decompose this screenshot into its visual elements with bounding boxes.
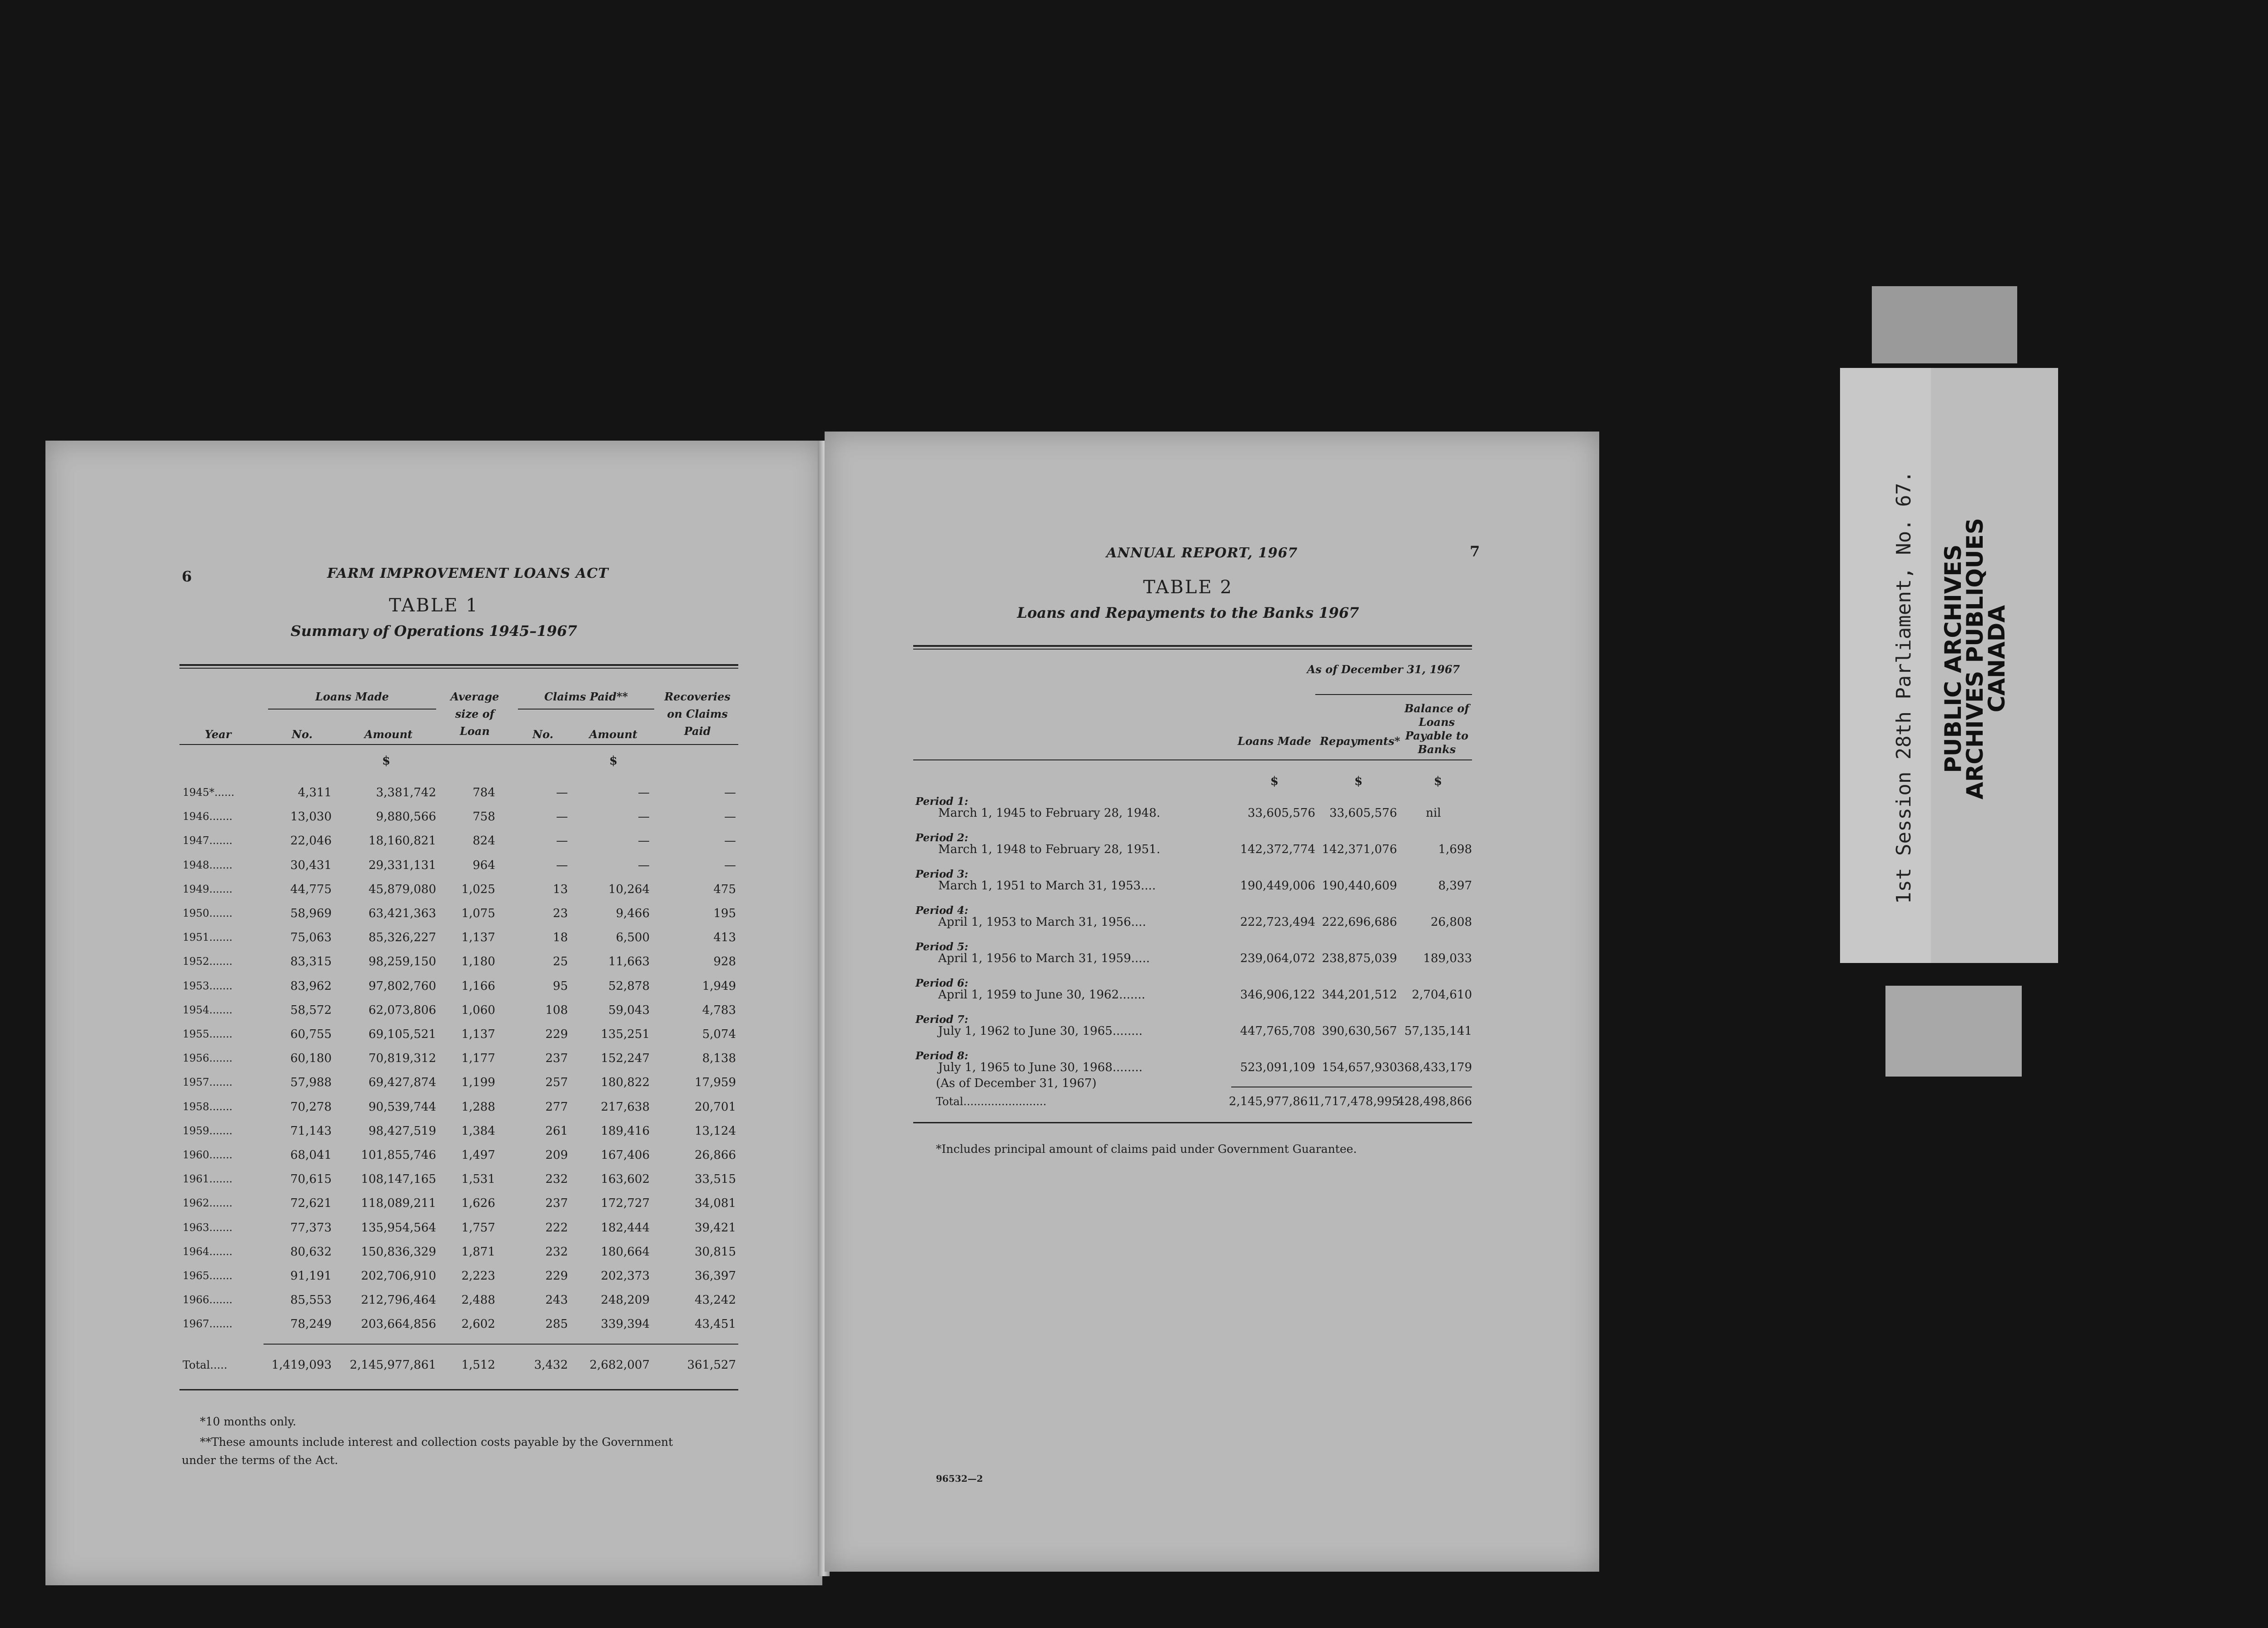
dollar-sign: $ bbox=[382, 754, 391, 768]
table-row bbox=[45, 1100, 822, 1125]
table-title: Loans and Repayments to the Banks 1967 bbox=[1017, 604, 1359, 621]
page-number: 7 bbox=[1470, 543, 1480, 560]
cell-amount: 90,539,744 bbox=[368, 1100, 436, 1114]
cell-average: 1,288 bbox=[461, 1100, 495, 1114]
cell-claims-no: 243 bbox=[545, 1293, 568, 1307]
total-claims-no: 3,432 bbox=[534, 1358, 568, 1372]
cell-no: 83,962 bbox=[290, 979, 332, 993]
cell-claims-amount: — bbox=[638, 858, 650, 872]
cell-no: 72,621 bbox=[290, 1196, 332, 1211]
cell-period: Period 7: bbox=[915, 1013, 969, 1026]
cell-period: Period 5: bbox=[915, 941, 969, 953]
cell-average: 1,166 bbox=[461, 979, 495, 993]
running-head: FARM IMPROVEMENT LOANS ACT bbox=[327, 566, 609, 581]
cell-recoveries: 17,959 bbox=[695, 1076, 736, 1090]
header-amount: Amount bbox=[364, 728, 413, 741]
cell-no: 58,969 bbox=[290, 907, 332, 920]
cell-average: 1,075 bbox=[461, 907, 495, 920]
cell-year: 1960....... bbox=[183, 1149, 233, 1161]
cell-year: 1967....... bbox=[183, 1318, 233, 1330]
stamp-line: CANADA bbox=[1984, 605, 2010, 713]
table-row bbox=[45, 859, 822, 883]
cell-amount: 118,089,211 bbox=[361, 1196, 436, 1211]
header-claims-rule bbox=[518, 709, 654, 710]
table-row bbox=[825, 831, 1602, 856]
cell-year: 1957....... bbox=[183, 1077, 233, 1089]
table-row bbox=[45, 1052, 822, 1076]
cell-year: 1946....... bbox=[183, 811, 233, 823]
cell-year: 1959....... bbox=[183, 1125, 233, 1137]
archives-stamp bbox=[1942, 518, 2008, 799]
cell-claims-no: 13 bbox=[552, 882, 568, 896]
cell-recoveries: 4,783 bbox=[702, 1003, 736, 1017]
total-average: 1,512 bbox=[461, 1358, 495, 1372]
cell-loans: 142,372,774 bbox=[1240, 843, 1315, 856]
table-row bbox=[825, 904, 1602, 928]
stamp-line: PUBLIC ARCHIVES bbox=[1940, 544, 1966, 773]
cell-recoveries: 43,451 bbox=[695, 1317, 736, 1331]
dollar-sign: $ bbox=[1354, 774, 1363, 788]
header-no: No. bbox=[292, 728, 313, 741]
slip-tab-top bbox=[1872, 286, 2017, 363]
cell-no: 58,572 bbox=[290, 1003, 332, 1017]
table-row bbox=[825, 1049, 1602, 1074]
cell-repay: 33,605,576 bbox=[1329, 806, 1397, 820]
total-repayments: 1,717,478,995 bbox=[1313, 1095, 1400, 1108]
cell-amount: 62,073,806 bbox=[368, 1003, 436, 1017]
table-label: TABLE 1 bbox=[389, 595, 479, 616]
cell-claims-amount: 248,209 bbox=[601, 1293, 650, 1307]
table-row bbox=[45, 979, 822, 1004]
cell-recoveries: 36,397 bbox=[695, 1269, 736, 1283]
cell-average: 784 bbox=[472, 786, 495, 799]
cell-year: 1949....... bbox=[183, 883, 233, 895]
cell-repay: 190,440,609 bbox=[1322, 879, 1397, 893]
cell-claims-amount: — bbox=[638, 810, 650, 824]
cell-year: 1952....... bbox=[183, 956, 233, 968]
cell-claims-no: 237 bbox=[545, 1052, 568, 1066]
cell-claims-no: 229 bbox=[545, 1269, 568, 1283]
cell-repay: 142,371,076 bbox=[1322, 843, 1397, 856]
header-balance: Balance of Loans Payable to Banks bbox=[1404, 702, 1469, 756]
cell-amount: 85,326,227 bbox=[368, 931, 436, 945]
cell-loans: 190,449,006 bbox=[1240, 879, 1315, 893]
table-row bbox=[45, 955, 822, 979]
cell-claims-amount: 180,822 bbox=[601, 1076, 650, 1090]
table-row bbox=[45, 931, 822, 955]
stamp-line: ARCHIVES PUBLIQUES bbox=[1962, 518, 1988, 799]
cell-year: 1954....... bbox=[183, 1004, 233, 1016]
header-recoveries: Recoveries on Claims Paid bbox=[664, 690, 731, 738]
table-row bbox=[45, 1317, 822, 1342]
cell-no: 78,249 bbox=[290, 1317, 332, 1331]
footnote-2b: under the terms of the Act. bbox=[182, 1454, 338, 1467]
cell-recoveries: 5,074 bbox=[702, 1027, 736, 1041]
cell-no: 70,278 bbox=[290, 1100, 332, 1114]
cell-claims-amount: 339,394 bbox=[601, 1317, 650, 1331]
cell-amount: 101,855,746 bbox=[361, 1148, 436, 1162]
table-row bbox=[45, 834, 822, 859]
cell-claims-no: — bbox=[556, 834, 568, 848]
cell-recoveries: 34,081 bbox=[695, 1196, 736, 1211]
cell-period: Period 1: bbox=[915, 795, 969, 808]
cell-amount: 45,879,080 bbox=[368, 882, 436, 896]
cell-recoveries: 13,124 bbox=[695, 1124, 736, 1138]
cell-no: 91,191 bbox=[290, 1269, 332, 1283]
cell-average: 1,060 bbox=[461, 1003, 495, 1017]
cell-claims-amount: 189,416 bbox=[601, 1124, 650, 1138]
cell-claims-amount: 52,878 bbox=[608, 979, 650, 993]
running-head: ANNUAL REPORT, 1967 bbox=[1106, 545, 1298, 561]
dollar-sign: $ bbox=[1270, 774, 1279, 788]
cell-balance: 368,433,179 bbox=[1397, 1061, 1472, 1074]
cell-recoveries: 928 bbox=[713, 955, 736, 969]
document-spread bbox=[45, 432, 1599, 1576]
cell-amount: 202,706,910 bbox=[361, 1269, 436, 1283]
header-as-of: As of December 31, 1967 bbox=[1307, 663, 1460, 676]
cell-claims-amount: 11,663 bbox=[608, 955, 650, 969]
cell-claims-amount: 10,264 bbox=[608, 882, 650, 896]
cell-recoveries: — bbox=[724, 858, 736, 872]
cell-no: 83,315 bbox=[290, 955, 332, 969]
cell-amount: 69,105,521 bbox=[368, 1027, 436, 1041]
table-row bbox=[45, 810, 822, 834]
cell-year: 1964....... bbox=[183, 1246, 233, 1258]
cell-average: 1,199 bbox=[461, 1076, 495, 1090]
cell-claims-amount: 59,043 bbox=[608, 1003, 650, 1017]
cell-no: 77,373 bbox=[290, 1221, 332, 1235]
cell-average: 1,497 bbox=[461, 1148, 495, 1162]
cell-balance: 26,808 bbox=[1431, 915, 1472, 929]
cell-claims-no: 108 bbox=[545, 1003, 568, 1017]
cell-recoveries: — bbox=[724, 786, 736, 799]
cell-recoveries: 39,421 bbox=[695, 1221, 736, 1235]
cell-no: 60,755 bbox=[290, 1027, 332, 1041]
cell-recoveries: 195 bbox=[713, 907, 736, 920]
cell-average: 1,177 bbox=[461, 1052, 495, 1066]
cell-claims-no: 209 bbox=[545, 1148, 568, 1162]
cell-amount: 18,160,821 bbox=[368, 834, 436, 848]
cell-recoveries: 30,815 bbox=[695, 1245, 736, 1259]
as-of-note: (As of December 31, 1967) bbox=[936, 1077, 1097, 1090]
total-recoveries: 361,527 bbox=[687, 1358, 736, 1372]
header-claims-amount: Amount bbox=[589, 728, 637, 741]
cell-year: 1956....... bbox=[183, 1052, 233, 1065]
cell-amount: 203,664,856 bbox=[361, 1317, 436, 1331]
dollar-sign: $ bbox=[1433, 774, 1442, 788]
cell-range: April 1, 1959 to June 30, 1962....... bbox=[938, 988, 1145, 1002]
table-bottom-rule bbox=[913, 1122, 1472, 1123]
table-title: Summary of Operations 1945–1967 bbox=[290, 622, 577, 640]
cell-average: 1,180 bbox=[461, 955, 495, 969]
table-row bbox=[45, 907, 822, 931]
total-claims-amount: 2,682,007 bbox=[589, 1358, 650, 1372]
cell-range: April 1, 1953 to March 31, 1956.... bbox=[938, 915, 1146, 929]
cell-range: July 1, 1962 to June 30, 1965........ bbox=[938, 1024, 1143, 1038]
cell-average: 824 bbox=[472, 834, 495, 848]
cell-year: 1961....... bbox=[183, 1173, 233, 1186]
table-top-rule bbox=[913, 645, 1472, 647]
cell-amount: 150,836,329 bbox=[361, 1245, 436, 1259]
cell-claims-no: 285 bbox=[545, 1317, 568, 1331]
cell-repay: 344,201,512 bbox=[1322, 988, 1397, 1002]
right-page bbox=[825, 432, 1599, 1572]
table-row bbox=[825, 868, 1602, 892]
print-code: 96532—2 bbox=[936, 1473, 983, 1484]
cell-balance: 2,704,610 bbox=[1412, 988, 1472, 1002]
cell-amount: 29,331,131 bbox=[368, 858, 436, 872]
cell-no: 4,311 bbox=[298, 786, 332, 799]
cell-no: 80,632 bbox=[290, 1245, 332, 1259]
cell-claims-no: 261 bbox=[545, 1124, 568, 1138]
cell-recoveries: — bbox=[724, 834, 736, 848]
cell-no: 70,615 bbox=[290, 1172, 332, 1186]
cell-period: Period 2: bbox=[915, 832, 969, 844]
table-row bbox=[45, 1172, 822, 1197]
header-loans-rule bbox=[268, 709, 436, 710]
cell-claims-no: — bbox=[556, 786, 568, 799]
cell-amount: 63,421,363 bbox=[368, 907, 436, 920]
table-row bbox=[45, 1293, 822, 1318]
cell-claims-no: 25 bbox=[552, 955, 568, 969]
cell-range: March 1, 1945 to February 28, 1948. bbox=[938, 806, 1160, 820]
cell-average: 1,871 bbox=[461, 1245, 495, 1259]
cell-loans: 447,765,708 bbox=[1240, 1024, 1315, 1038]
cell-repay: 238,875,039 bbox=[1322, 952, 1397, 965]
cell-average: 1,384 bbox=[461, 1124, 495, 1138]
cell-recoveries: 1,949 bbox=[702, 979, 736, 993]
table-row bbox=[45, 1245, 822, 1270]
cell-claims-no: — bbox=[556, 858, 568, 872]
cell-amount: 108,147,165 bbox=[361, 1172, 436, 1186]
cell-no: 30,431 bbox=[290, 858, 332, 872]
total-label: Total..... bbox=[183, 1359, 228, 1371]
total-loans: 2,145,977,861 bbox=[1228, 1095, 1315, 1108]
cell-average: 1,025 bbox=[461, 882, 495, 896]
cell-claims-amount: 6,500 bbox=[616, 931, 650, 945]
cell-amount: 3,381,742 bbox=[376, 786, 436, 799]
cell-claims-no: — bbox=[556, 810, 568, 824]
total-rule bbox=[264, 1344, 738, 1345]
cell-claims-amount: 135,251 bbox=[601, 1027, 650, 1041]
header-bottom-rule bbox=[913, 759, 1472, 760]
cell-claims-amount: 172,727 bbox=[601, 1196, 650, 1211]
cell-loans: 346,906,122 bbox=[1240, 988, 1315, 1002]
table-row bbox=[45, 1003, 822, 1028]
header-average: Average size of Loan bbox=[450, 690, 499, 738]
left-page bbox=[45, 441, 822, 1585]
cell-claims-amount: 163,602 bbox=[601, 1172, 650, 1186]
cell-claims-no: 229 bbox=[545, 1027, 568, 1041]
table-row bbox=[45, 1269, 822, 1294]
cell-recoveries: 20,701 bbox=[695, 1100, 736, 1114]
cell-claims-amount: — bbox=[638, 834, 650, 848]
cell-no: 75,063 bbox=[290, 931, 332, 945]
cell-range: July 1, 1965 to June 30, 1968........ bbox=[938, 1061, 1143, 1074]
table-top-rule bbox=[179, 664, 738, 666]
cell-year: 1951....... bbox=[183, 932, 233, 944]
header-as-of-rule bbox=[1315, 694, 1472, 695]
footnote-1: *10 months only. bbox=[200, 1415, 296, 1428]
table-row bbox=[825, 795, 1602, 819]
cell-loans: 523,091,109 bbox=[1240, 1061, 1315, 1074]
cell-balance: 8,397 bbox=[1438, 879, 1472, 893]
cell-amount: 69,427,874 bbox=[368, 1076, 436, 1090]
table-row bbox=[45, 786, 822, 810]
table-row bbox=[825, 1013, 1602, 1037]
cell-amount: 9,880,566 bbox=[376, 810, 436, 824]
cell-period: Period 3: bbox=[915, 868, 969, 880]
cell-claims-amount: 152,247 bbox=[601, 1052, 650, 1066]
cell-no: 68,041 bbox=[290, 1148, 332, 1162]
header-loans-made: Loans Made bbox=[1238, 735, 1311, 748]
table-row bbox=[45, 1221, 822, 1246]
cell-amount: 97,802,760 bbox=[368, 979, 436, 993]
cell-year: 1966....... bbox=[183, 1294, 233, 1306]
cell-year: 1953....... bbox=[183, 980, 233, 992]
header-loans-made: Loans Made bbox=[315, 690, 389, 703]
total-balance: 428,498,866 bbox=[1397, 1095, 1472, 1108]
cell-no: 13,030 bbox=[290, 810, 332, 824]
table-row bbox=[45, 1027, 822, 1052]
header-claims-paid: Claims Paid** bbox=[544, 690, 628, 703]
cell-year: 1958....... bbox=[183, 1101, 233, 1113]
cell-repay: 154,657,930 bbox=[1322, 1061, 1397, 1074]
header-bottom-rule bbox=[179, 744, 738, 745]
cell-year: 1950....... bbox=[183, 908, 233, 919]
cell-average: 1,757 bbox=[461, 1221, 495, 1235]
table-row bbox=[825, 977, 1602, 1001]
cell-average: 1,531 bbox=[461, 1172, 495, 1186]
table-top-rule-thin bbox=[179, 668, 738, 669]
total-amount: 2,145,977,861 bbox=[349, 1358, 436, 1372]
cell-average: 1,137 bbox=[461, 1027, 495, 1041]
cell-average: 758 bbox=[472, 810, 495, 824]
footnote: *Includes principal amount of claims paid under Government Guarantee. bbox=[936, 1142, 1357, 1156]
cell-recoveries: 475 bbox=[713, 882, 736, 896]
table-row bbox=[825, 940, 1602, 965]
cell-amount: 98,427,519 bbox=[368, 1124, 436, 1138]
cell-recoveries: 413 bbox=[713, 931, 736, 945]
cell-year: 1947....... bbox=[183, 835, 233, 847]
cell-no: 71,143 bbox=[290, 1124, 332, 1138]
table-row bbox=[45, 883, 822, 907]
cell-recoveries: 43,242 bbox=[695, 1293, 736, 1307]
cell-recoveries: 33,515 bbox=[695, 1172, 736, 1186]
cell-amount: 98,259,150 bbox=[368, 955, 436, 969]
cell-recoveries: — bbox=[724, 810, 736, 824]
header-year: Year bbox=[204, 728, 232, 741]
cell-average: 1,626 bbox=[461, 1196, 495, 1211]
cell-claims-amount: 182,444 bbox=[601, 1221, 650, 1235]
cell-year: 1945*...... bbox=[183, 787, 234, 799]
cell-average: 2,488 bbox=[461, 1293, 495, 1307]
total-row bbox=[825, 1095, 1602, 1119]
cell-claims-no: 222 bbox=[545, 1221, 568, 1235]
cell-period: Period 6: bbox=[915, 977, 969, 989]
table-row bbox=[45, 1124, 822, 1149]
cell-year: 1963....... bbox=[183, 1221, 233, 1234]
table-bottom-rule bbox=[179, 1389, 738, 1390]
table-top-rule-thin bbox=[913, 649, 1472, 650]
cell-no: 60,180 bbox=[290, 1052, 332, 1066]
cell-claims-amount: 202,373 bbox=[601, 1269, 650, 1283]
cell-range: April 1, 1956 to March 31, 1959..... bbox=[938, 952, 1150, 965]
cell-range: March 1, 1951 to March 31, 1953.... bbox=[938, 879, 1156, 893]
cell-claims-no: 232 bbox=[545, 1245, 568, 1259]
cell-claims-no: 95 bbox=[552, 979, 568, 993]
cell-claims-no: 232 bbox=[545, 1172, 568, 1186]
cell-period: Period 4: bbox=[915, 904, 969, 917]
cell-year: 1948....... bbox=[183, 859, 233, 871]
cell-balance: nil bbox=[1426, 806, 1441, 820]
total-label: Total........................ bbox=[936, 1095, 1047, 1108]
cell-claims-no: 18 bbox=[552, 931, 568, 945]
cell-average: 2,602 bbox=[461, 1317, 495, 1331]
cell-range: March 1, 1948 to February 28, 1951. bbox=[938, 843, 1160, 856]
table-row bbox=[45, 1148, 822, 1173]
table-label: TABLE 2 bbox=[1143, 577, 1233, 598]
cell-average: 1,137 bbox=[461, 931, 495, 945]
cell-recoveries: 8,138 bbox=[702, 1052, 736, 1066]
cell-year: 1962....... bbox=[183, 1197, 233, 1210]
table-row bbox=[45, 1196, 822, 1221]
cell-claims-amount: 9,466 bbox=[616, 907, 650, 920]
cell-repay: 222,696,686 bbox=[1322, 915, 1397, 929]
cell-no: 85,553 bbox=[290, 1293, 332, 1307]
cell-amount: 212,796,464 bbox=[361, 1293, 436, 1307]
slip-tab-bottom bbox=[1885, 986, 2022, 1077]
header-claims-no: No. bbox=[532, 728, 553, 741]
cell-average: 2,223 bbox=[461, 1269, 495, 1283]
cell-balance: 57,135,141 bbox=[1404, 1024, 1472, 1038]
cell-claims-amount: 180,664 bbox=[601, 1245, 650, 1259]
cell-claims-amount: — bbox=[638, 786, 650, 799]
dollar-sign: $ bbox=[609, 754, 618, 768]
cell-balance: 189,033 bbox=[1423, 952, 1472, 965]
page-number: 6 bbox=[182, 568, 192, 585]
cell-year: 1955....... bbox=[183, 1028, 233, 1040]
cell-period: Period 8: bbox=[915, 1050, 969, 1062]
cell-claims-amount: 217,638 bbox=[601, 1100, 650, 1114]
cell-claims-no: 277 bbox=[545, 1100, 568, 1114]
cell-loans: 33,605,576 bbox=[1248, 806, 1315, 820]
cell-claims-no: 257 bbox=[545, 1076, 568, 1090]
cell-no: 22,046 bbox=[290, 834, 332, 848]
cell-no: 57,988 bbox=[290, 1076, 332, 1090]
total-no: 1,419,093 bbox=[271, 1358, 332, 1372]
cell-amount: 135,954,564 bbox=[361, 1221, 436, 1235]
cell-claims-no: 237 bbox=[545, 1196, 568, 1211]
cell-repay: 390,630,567 bbox=[1322, 1024, 1397, 1038]
cell-loans: 222,723,494 bbox=[1240, 915, 1315, 929]
total-row bbox=[45, 1358, 822, 1383]
cell-recoveries: 26,866 bbox=[695, 1148, 736, 1162]
cell-average: 964 bbox=[472, 858, 495, 872]
cell-balance: 1,698 bbox=[1438, 843, 1472, 856]
cell-amount: 70,819,312 bbox=[368, 1052, 436, 1066]
cell-claims-no: 23 bbox=[552, 907, 568, 920]
table-row bbox=[45, 1076, 822, 1100]
session-label: 1st Session 28th Parliament, No. 67. bbox=[1892, 471, 1915, 904]
cell-loans: 239,064,072 bbox=[1240, 952, 1315, 965]
cell-claims-amount: 167,406 bbox=[601, 1148, 650, 1162]
cell-year: 1965....... bbox=[183, 1270, 233, 1282]
footnote-2a: **These amounts include interest and collection costs payable by the Government bbox=[200, 1435, 673, 1449]
cell-no: 44,775 bbox=[290, 882, 332, 896]
header-repayments: Repayments* bbox=[1320, 735, 1400, 748]
